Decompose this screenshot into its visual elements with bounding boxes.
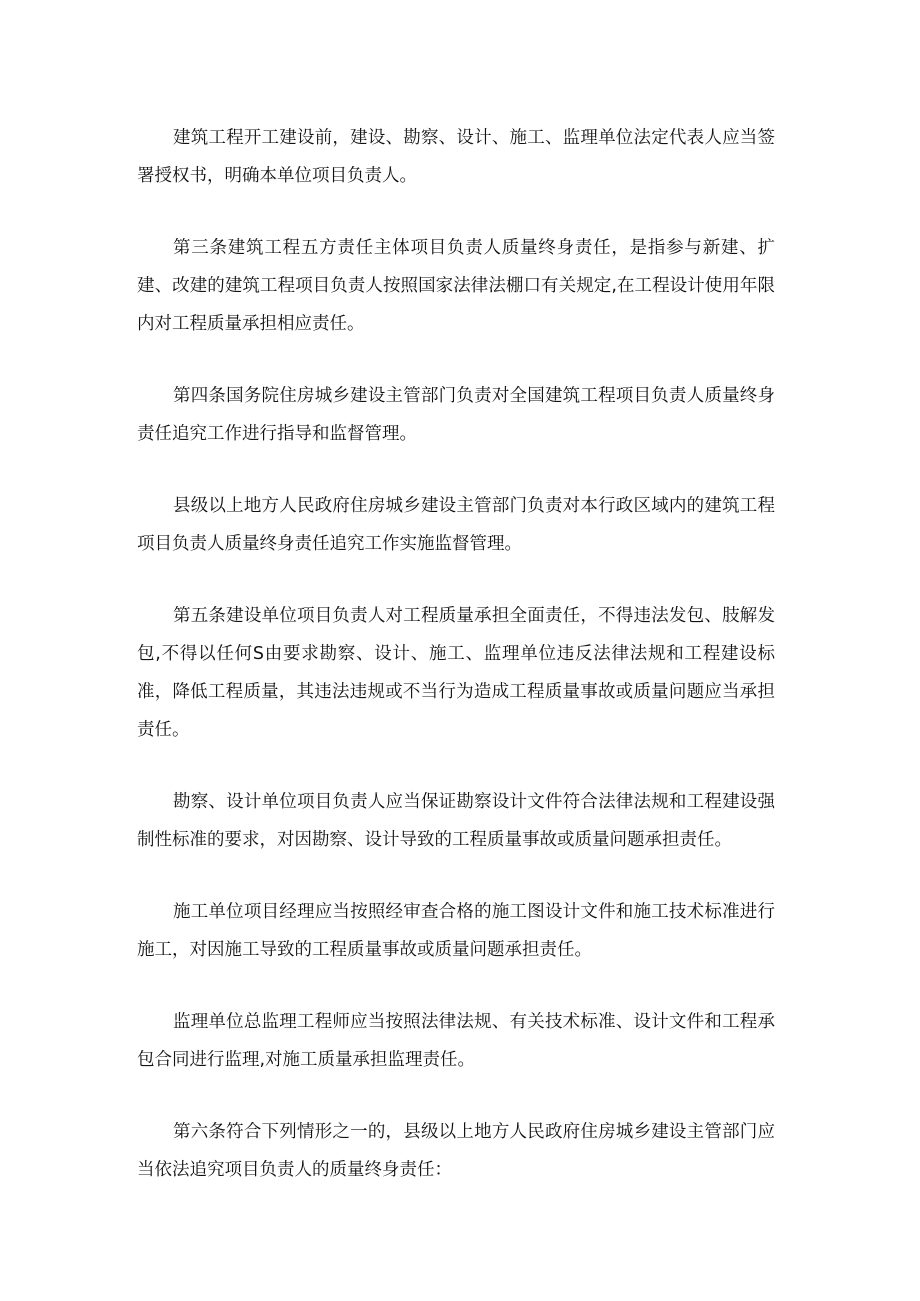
paragraph-survey-design: 勘察、设计单位项目负责人应当保证勘察设计文件符合法律法规和工程建设强制性标准的要求，对因勘察、设计导致的工程质量事故或质量问题承担责任。 bbox=[137, 792, 775, 850]
paragraph-local-supervision: 县级以上地方人民政府住房城乡建设主管部门负责对本行政区域内的建筑工程项目负责人质量终身责任追究工作实施监督管理。 bbox=[137, 496, 775, 554]
document-body bbox=[137, 119, 775, 1223]
paragraph-article-6: 第六条符合下列情形之一的，县级以上地方人民政府住房城乡建设主管部门应当依法追究项目负责人的质量终身责任： bbox=[137, 1122, 775, 1180]
paragraph-supervision: 监理单位总监理工程师应当按照法律法规、有关技术标准、设计文件和工程承包合同进行监理,对施工质量承担监理责任。 bbox=[137, 1012, 775, 1070]
paragraph-article-5: 第五条建设单位项目负责人对工程质量承担全面责任，不得违法发包、肢解发包,不得以任何S由要求勘察、设计、施工、监理单位违反法律法规和工程建设标准，降低工程质量，其违法违规或不当行为造成工程质量事故或质量问题应当承担责任。 bbox=[137, 606, 775, 740]
paragraph-authorization: 建筑工程开工建设前，建设、勘察、设计、施工、监理单位法定代表人应当签署授权书，明确本单位项目负责人。 bbox=[137, 128, 775, 186]
paragraph-article-4: 第四条国务院住房城乡建设主管部门负责对全国建筑工程项目负责人质量终身责任追究工作进行指导和监督管理。 bbox=[137, 386, 775, 444]
paragraph-construction: 施工单位项目经理应当按照经审查合格的施工图设计文件和施工技术标准进行施工，对因施工导致的工程质量事故或质量问题承担责任。 bbox=[137, 902, 775, 960]
paragraph-article-3: 第三条建筑工程五方责任主体项目负责人质量终身责任，是指参与新建、扩建、改建的建筑工程项目负责人按照国家法律法棚口有关规定,在工程设计使用年限内对工程质量承担相应责任。 bbox=[137, 238, 775, 334]
